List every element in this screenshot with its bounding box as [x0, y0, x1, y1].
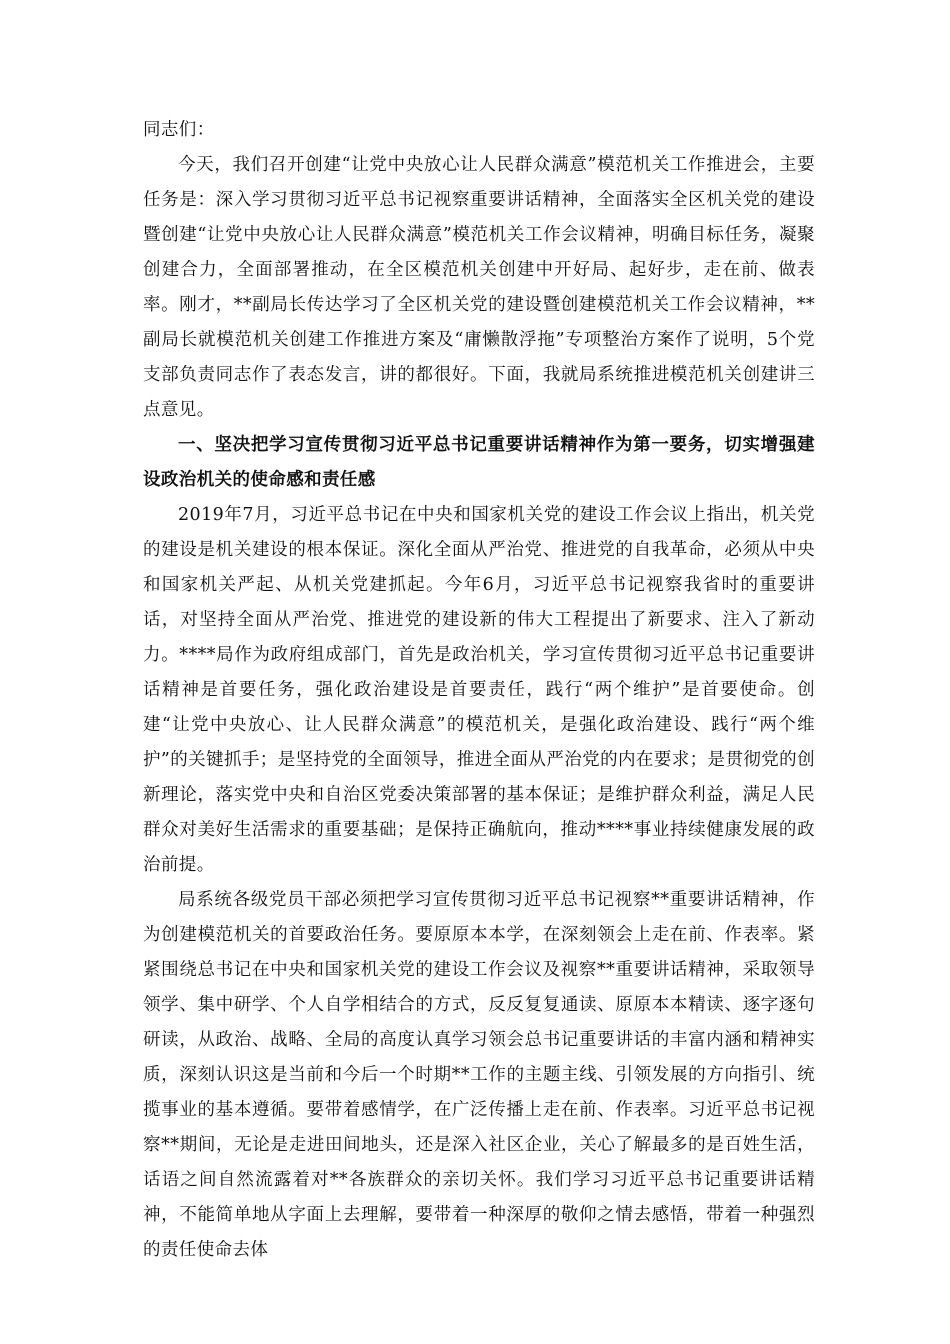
section-paragraph-1: 2019年7月，习近平总书记在中央和国家机关党的建设工作会议上指出，机关党的建设是机关建设的根本保证。深化全面从严治党、推进党的自我革命，必须从中央和国家机关严起、从机关党建抓起。今年6月，习近平总书记视察我省时的重要讲话，对坚持全面从严治党、推进党的建设新的伟大工程提出了新要求、注入了新动力。****局作为政府组成部门，首先是政治机关，学习宣传贯彻习近平总书记重要讲话精神是首要任务，强化政治建设是首要责任，践行“两个维护”是首要使命。创建“让党中央放心、让人民群众满意”的模范机关，是强化政治建设、践行“两个维护”的关键抓手；是坚持党的全面领导，推进全面从严治党的内在要求；是贯彻党的创新理论，落实党中央和自治区党委决策部署的基本保证；是维护群众利益，满足人民群众对美好生活需求的重要基础；是保持正确航向，推动****事业持续健康发展的政治前提。 — [143, 505, 815, 875]
salutation: 同志们： — [143, 120, 215, 140]
opening-paragraph: 今天，我们召开创建“让党中央放心让人民群众满意”模范机关工作推进会，主要任务是：深入学习贯彻习近平总书记视察重要讲话精神，全面落实全区机关党的建设暨创建“让党中央放心让人民群众满意”模范机关工作会议精神，明确目标任务，凝聚创建合力，全面部署推动，在全区模范机关创建中开好局、起好步，走在前、做表率。刚才，**副局长传达学习了全区机关党的建设暨创建模范机关工作会议精神，**副局长就模范机关创建工作推进方案及“庸懒散浮拖”专项整治方案作了说明，5个党支部负责同志作了表态发言，讲的都很好。下面，我就局系统推进模范机关创建讲三点意见。 — [143, 155, 815, 420]
document-body — [143, 113, 815, 1268]
section-heading: 一、坚决把学习宣传贯彻习近平总书记重要讲话精神作为第一要务，切实增强建设政治机关的使命感和责任感 — [143, 435, 815, 490]
section-paragraph-2: 局系统各级党员干部必须把学习宣传贯彻习近平总书记视察**重要讲话精神，作为创建模范机关的首要政治任务。要原原本本学，在深刻领会上走在前、作表率。紧紧围绕总书记在中央和国家机关党的建设工作会议及视察**重要讲话精神，采取领导领学、集中研学、个人自学相结合的方式，反反复复通读、原原本本精读、逐字逐句研读，从政治、战略、全局的高度认真学习领会总书记重要讲话的丰富内涵和精神实质，深刻认识这是当前和今后一个时期**工作的主题主线、引领发展的方向指引、统揽事业的基本遵循。要带着感情学，在广泛传播上走在前、作表率。习近平总书记视察**期间，无论是走进田间地头，还是深入社区企业，关心了解最多的是百姓生活，话语之间自然流露着对**各族群众的亲切关怀。我们学习习近平总书记重要讲话精神，不能简单地从字面上去理解，要带着一种深厚的敬仰之情去感悟，带着一种强烈的责任使命去体 — [143, 890, 815, 1260]
